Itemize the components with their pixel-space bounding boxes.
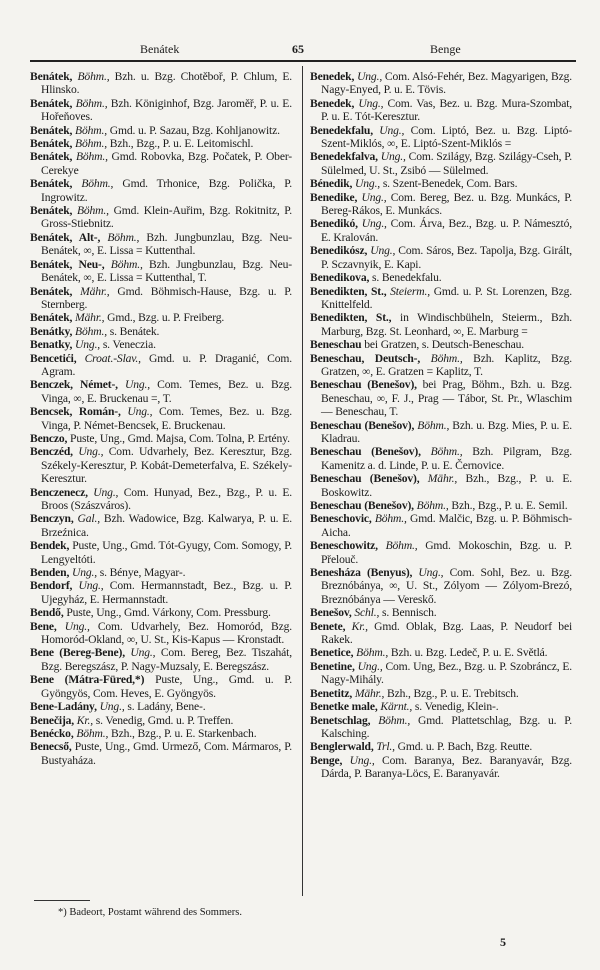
gazetteer-entry — [30, 405, 292, 432]
entry-details: Gmd. u. P. Bach, Bzg. Reutte. — [397, 740, 533, 754]
entry-details: s. Benedekfalu. — [371, 271, 442, 285]
entry-headword: Bencsek, Román-, — [30, 405, 121, 419]
entry-region: Ung., — [349, 753, 375, 767]
entry-region: Böhm., — [107, 230, 140, 244]
entry-details: Bzh. Königinhof, Bzg. Jaroměř, P. u. E. Hořeňoves. — [41, 96, 292, 124]
entry-headword: Benátek, — [30, 70, 73, 83]
entry-headword: Beneschau, Deutsch-, — [310, 351, 421, 365]
entry-region: Kr., — [76, 713, 93, 727]
entry-headword: Benátek, — [30, 284, 73, 298]
entry-details: bei Gratzen, s. Deutsch-Beneschau. — [364, 338, 524, 352]
gazetteer-entry — [30, 727, 292, 740]
gazetteer-entry — [30, 445, 292, 485]
gazetteer-entry — [310, 191, 572, 218]
entry-details: Gmd. u. P. Draganić, Com. Agram. — [41, 351, 292, 378]
entry-headword: Benedek, — [310, 96, 355, 110]
entry-headword: Benátek, — [30, 150, 73, 164]
entry-region: Ung., — [357, 70, 383, 83]
entry-headword: Beneschowitz, — [310, 539, 378, 553]
entry-region: Böhm., — [430, 445, 463, 459]
entry-headword: Benecső, — [30, 740, 72, 754]
header-first-entry: Benátek — [140, 42, 180, 56]
entry-details: Bzh., Bzg., P. u. E. Boskowitz. — [321, 472, 573, 499]
entry-region: Trl., — [376, 740, 395, 754]
entry-headword: Beneschau (Benešov), — [310, 378, 417, 392]
gazetteer-entry — [30, 204, 292, 231]
entry-details: Gmd., Bzg. u. P. Freiberg. — [107, 311, 225, 325]
gazetteer-entry — [310, 714, 572, 741]
entry-details: Com. Temes, Bez. u. Bzg. Vinga, P. Német-Bencsek, E. Bruckenau. — [41, 405, 293, 432]
entry-region: Böhm., — [75, 150, 108, 164]
entry-headword: Beneschau (Benešov), — [310, 418, 415, 432]
entry-region: Ung., — [130, 646, 156, 660]
gazetteer-entry — [310, 311, 572, 338]
gazetteer-entry — [30, 231, 292, 258]
signature-mark: 5 — [500, 935, 506, 949]
header-last-entry: Benge — [430, 42, 461, 56]
gazetteer-entry — [30, 352, 292, 379]
footnote: *) Badeort, Postamt während des Sommers. — [58, 907, 243, 918]
entry-region: Ung., — [379, 123, 405, 137]
gazetteer-entry — [310, 754, 572, 781]
entry-region: Böhm., — [356, 646, 389, 660]
entry-details: Puste, Ung., Gmd. Várkony, Com. Pressburg. — [66, 606, 271, 620]
entry-headword: Benedikten, St., — [310, 311, 392, 325]
entry-details: Puste, Ung., Gmd. Urmező, Com. Mármaros, P. Bustyaháza. — [41, 740, 292, 767]
entry-region: Ung., — [357, 659, 383, 673]
entry-details: Bzh., Bzg., P. u. E. Leitomischl. — [109, 137, 254, 151]
entry-headword: Benátek, — [30, 311, 73, 325]
gazetteer-entry — [30, 432, 292, 445]
gazetteer-entry — [30, 579, 292, 606]
entry-details: Com. Alsó-Fehér, Bez. Magyarigen, Bzg. Nagy-Enyed, P. u. E. Tövis. — [321, 70, 572, 97]
gazetteer-entry — [30, 539, 292, 566]
header-rule — [30, 60, 576, 62]
entry-headword: Benedekfalu, — [310, 123, 373, 137]
entry-headword: Benátek, — [30, 123, 73, 137]
entry-region: Ung., — [78, 445, 104, 459]
entry-details: Com. Sohl, Bez. u. Bzg. Breznóbánya, ∞, U. St., Zólyom — Zólyom-Brezó, Breznóbánya — Vereskő. — [321, 566, 572, 606]
gazetteer-entry — [310, 97, 572, 124]
entry-region: Ung., — [75, 338, 101, 352]
entry-region: Croat.-Slav., — [84, 351, 141, 365]
entry-headword: Benešov, — [310, 606, 352, 620]
entry-headword: Benetitz, — [310, 686, 353, 700]
entry-headword: Benedek, — [310, 70, 355, 83]
entry-details: Com. Bereg, Bez. u. Bzg. Munkács, P. Bereg-Rákos, E. Munkács. — [321, 190, 572, 218]
entry-details: Gmd. Mokoschin, Bzg. u. P. Přelouč. — [321, 539, 572, 566]
entry-details: s. Veneczia. — [102, 338, 156, 352]
entry-headword: Bénedik, — [310, 177, 353, 191]
entry-region: Ung., — [361, 217, 387, 231]
entry-region: Mähr., — [354, 686, 385, 700]
entry-region: Ung., — [99, 700, 125, 714]
gazetteer-entry — [30, 311, 292, 324]
entry-headword: Benedikó, — [310, 217, 358, 231]
entry-region: Böhm., — [378, 713, 411, 727]
entry-details: Puste, Ung., Gmd. Majsa, Com. Tolna, P. Ertény. — [70, 431, 290, 445]
entry-region: Böhm., — [75, 96, 108, 110]
entry-headword: Benetine, — [310, 659, 355, 673]
entry-region: Ung., — [78, 579, 104, 593]
entry-headword: Bendek, — [30, 539, 70, 553]
entry-details: Bzh. Kaplitz, Bzg. Gratzen, ∞, E. Gratzen = Kaplitz, T. — [321, 351, 573, 378]
gazetteer-entry — [30, 97, 292, 124]
gazetteer-entry — [30, 740, 292, 767]
gazetteer-entry — [310, 606, 572, 619]
entry-details: s. Venedig, Gmd. u. P. Treffen. — [95, 713, 234, 727]
entry-details: s. Venedig, Klein-. — [414, 700, 499, 714]
entry-region: Böhm., — [76, 204, 109, 218]
gazetteer-entry — [30, 620, 292, 647]
entry-details: Com. Temes, Bez. u. Bzg. Vinga, ∞, E. Bruckenau =, T. — [41, 378, 292, 405]
gazetteer-entry — [310, 124, 572, 151]
gazetteer-entry — [310, 338, 572, 351]
entry-headword: Beneschau — [310, 338, 362, 352]
entry-region: Gal., — [77, 512, 100, 526]
entry-region: Ung., — [93, 485, 119, 499]
entry-region: Steierm., — [390, 284, 431, 298]
entry-headword: Benátek, — [30, 177, 73, 191]
column-divider — [302, 66, 303, 896]
gazetteer-entry — [310, 499, 572, 512]
gazetteer-entry — [30, 124, 292, 137]
gazetteer-entry — [30, 177, 292, 204]
gazetteer-entry — [310, 285, 572, 312]
entry-details: Com. Árva, Bez., Bzg. u. P. Námesztó, E. Kralován. — [321, 217, 573, 244]
gazetteer-entry — [310, 217, 572, 244]
entry-region: Ung., — [361, 190, 387, 204]
running-header — [30, 40, 575, 60]
gazetteer-entry — [30, 150, 292, 177]
gazetteer-entry — [30, 566, 292, 579]
entry-details: Gmd. u. P. St. Lorenzen, Bzg. Knittelfeld. — [321, 284, 573, 311]
entry-details: Gmd. Trhonice, Bzg. Polička, P. Ingrowitz. — [41, 177, 293, 204]
entry-headword: Benetke male, — [310, 700, 378, 714]
entry-region: Ung., — [370, 244, 396, 258]
entry-region: Mähr., — [427, 472, 458, 486]
entry-region: Ung., — [355, 177, 381, 191]
entry-details: Puste, Ung., Gmd. u. P. Gyöngyös, Com. Heves, E. Gyöngyös. — [41, 673, 293, 700]
entry-region: Böhm., — [385, 539, 418, 553]
entry-details: s. Bennisch. — [382, 606, 437, 620]
entry-headword: Benete, — [310, 619, 346, 633]
gazetteer-entry — [310, 512, 572, 539]
entry-region: Mähr., — [80, 284, 110, 298]
entry-headword: Benczek, Német-, — [30, 378, 118, 392]
entry-headword: Benden, — [30, 566, 70, 580]
entry-region: Böhm., — [416, 499, 449, 512]
entry-headword: Benge, — [310, 753, 343, 767]
entry-headword: Benátek, — [30, 204, 73, 218]
entry-region: Ung., — [380, 150, 406, 164]
entry-headword: Benátek, — [30, 137, 73, 151]
entry-region: Böhm., — [110, 257, 143, 271]
entry-headword: Benesháza (Benyus), — [310, 566, 413, 580]
entry-region: Ung., — [71, 566, 97, 580]
entry-headword: Beneschau (Benešov), — [310, 499, 414, 512]
entry-region: Böhm., — [75, 137, 107, 151]
entry-region: Böhm., — [75, 324, 107, 338]
entry-details: Bzh., Bzg., P. u. E. Trebitsch. — [387, 686, 519, 700]
gazetteer-entry — [30, 646, 292, 673]
entry-details: s. Szent-Benedek, Com. Bars. — [382, 177, 518, 191]
entry-details: Gmd. Böhmisch-Hause, Bzg. u. P. Sternberg. — [41, 284, 292, 311]
right-column — [310, 70, 572, 781]
entry-details: Com. Szilágy, Bzg. Szilágy-Cseh, P. Sülelmed, U. St., Zsibó — Sülelmed. — [321, 150, 572, 177]
entry-headword: Beneschau (Benešov), — [310, 472, 420, 486]
gazetteer-entry — [30, 606, 292, 619]
entry-headword: Benglerwald, — [310, 740, 374, 754]
entry-details: Com. Ung, Bez., Bzg. u. P. Szobráncz, E. Nagy-Mihály. — [321, 659, 573, 687]
gazetteer-entry — [310, 646, 572, 659]
entry-details: Bzh. u. Bzg. Chotěboř, P. Chlum, E. Hlinsko. — [41, 70, 292, 97]
entry-details: Com. Vas, Bez. u. Bzg. Mura-Szombat, P. u. E. Tót-Keresztur. — [321, 96, 573, 124]
entry-region: Böhm., — [81, 177, 114, 191]
entry-headword: Benécko, — [30, 726, 74, 740]
gazetteer-entry — [310, 539, 572, 566]
entry-headword: Benátek, Alt-, — [30, 230, 101, 244]
gazetteer-entry — [310, 150, 572, 177]
gazetteer-entry — [310, 445, 572, 472]
entry-details: Gmd. Klein-Auřim, Bzg. Rokitnitz, P. Gross-Stiebnitz. — [41, 204, 292, 231]
gazetteer-entry — [310, 472, 572, 499]
entry-headword: Benátky, — [30, 324, 73, 338]
entry-details: Com. Hunyad, Bez., Bzg., P. u. E. Broos (Szászváros). — [41, 485, 293, 512]
entry-headword: Bene (Mátra-Füred,*) — [30, 673, 145, 687]
gazetteer-entry — [310, 660, 572, 687]
entry-region: Ung., — [418, 566, 444, 580]
entry-region: Böhm., — [430, 351, 463, 365]
entry-details: Bzh. Jungbunzlau, Bzg. Neu-Benátek, ∞, E. Lissa = Kuttenthal, T. — [41, 257, 292, 285]
entry-region: Schl., — [354, 606, 380, 620]
gazetteer-entry — [310, 740, 572, 753]
gazetteer-entry — [310, 177, 572, 190]
gazetteer-entry — [30, 70, 292, 97]
gazetteer-entry — [310, 244, 572, 271]
gazetteer-entry — [30, 486, 292, 513]
entry-region: Ung., — [127, 405, 153, 419]
entry-headword: Benczéd, — [30, 445, 73, 459]
gazetteer-entry — [310, 566, 572, 606]
entry-details: Bzh. Pilgram, Bzg. Kamenitz a. d. Linde, P. u. E. Černovice. — [321, 445, 572, 472]
entry-details: Bzh. u. Bzg. Mies, P. u. E. Kladrau. — [321, 418, 573, 445]
entry-headword: Benatky, — [30, 338, 73, 352]
entry-details: Com. Bereg, Bez. Tiszahát, Bzg. Beregszász, P. Nagy-Muzsaly, E. Beregszász. — [41, 646, 293, 673]
entry-headword: Bene, — [30, 619, 57, 633]
entry-headword: Bendő, — [30, 606, 64, 620]
entry-region: Böhm., — [77, 70, 110, 83]
gazetteer-entry — [30, 325, 292, 338]
entry-headword: Benetice, — [310, 646, 354, 660]
entry-details: Bzh. u. Bzg. Ledeč, P. u. E. Světlá. — [390, 646, 548, 660]
entry-headword: Bendorf, — [30, 579, 73, 593]
footnote-rule — [34, 900, 90, 901]
left-column — [30, 70, 292, 767]
gazetteer-entry — [30, 714, 292, 727]
entry-headword: Benátek, Neu-, — [30, 257, 105, 271]
entry-region: Böhm., — [374, 512, 407, 526]
entry-headword: Bencetići, — [30, 351, 77, 365]
entry-details: Com. Udvarhely, Bez. Homoród, Bzg. Homoród-Okland, ∞, U. St., Kis-Kapus — Kronstadt. — [41, 619, 293, 647]
entry-region: Böhm., — [76, 726, 109, 740]
entry-headword: Benečija, — [30, 713, 75, 727]
gazetteer-entry — [30, 338, 292, 351]
entry-headword: Benczyn, — [30, 512, 74, 526]
entry-region: Kärnt., — [380, 700, 413, 714]
entry-region: Ung., — [358, 96, 384, 110]
entry-headword: Benczenecz, — [30, 485, 88, 499]
entry-details: Com. Hermannstadt, Bez., Bzg. u. P. Ujegyház, E. Hermannstadt. — [41, 579, 293, 606]
entry-details: Gmd. Malčic, Bzg. u. P. Böhmisch-Aicha. — [321, 512, 573, 539]
entry-details: Com. Sáros, Bez. Tapolja, Bzg. Girált, P. Sczavnyik, E. Kapi. — [321, 244, 573, 271]
entry-region: Böhm., — [75, 123, 107, 137]
gazetteer-entry — [310, 352, 572, 379]
entry-headword: Benátek, — [30, 96, 73, 110]
gazetteer-entry — [310, 378, 572, 418]
entry-headword: Benczo, — [30, 431, 68, 445]
entry-region: Ung., — [125, 378, 151, 392]
entry-headword: Benetschlag, — [310, 713, 371, 727]
gazetteer-entry — [310, 687, 572, 700]
entry-headword: Benedekfalva, — [310, 150, 378, 164]
entry-headword: Bene (Bereg-Bene), — [30, 646, 126, 660]
entry-headword: Benedike, — [310, 190, 358, 204]
gazetteer-entry — [310, 271, 572, 284]
entry-details: Gmd. Plattetschlag, Bzg. u. P. Kalsching. — [321, 713, 573, 740]
entry-details: Com. Liptó, Bez. u. Bzg. Liptó-Szent-Miklós, ∞, E. Liptó-Szent-Miklós = — [321, 123, 572, 151]
entry-details: Bzh. Wadowice, Bzg. Kalwarya, P. u. E. Brzeźnica. — [41, 512, 292, 539]
entry-headword: Benedikova, — [310, 271, 370, 285]
gazetteer-entry — [30, 285, 292, 312]
gazetteer-entry — [310, 70, 572, 97]
gazetteer-entry — [30, 378, 292, 405]
entry-region: Kr., — [351, 619, 368, 633]
entry-details: s. Benátek. — [109, 324, 160, 338]
gazetteer-entry — [310, 419, 572, 446]
gazetteer-entry — [30, 512, 292, 539]
entry-details: Bzh. Jungbunzlau, Bzg. Neu-Benátek, ∞, E. Lissa = Kuttenthal. — [41, 230, 292, 258]
gazetteer-entry — [30, 673, 292, 700]
entry-details: Bzh., Bzg., P. u. E. Starkenbach. — [111, 726, 257, 740]
entry-headword: Benedikósz, — [310, 244, 368, 258]
entry-details: in Windischbüheln, Steierm., Bzh. Marburg, Bzg. St. Leonhard, ∞, E. Marburg = — [321, 311, 572, 338]
entry-details: Gmd. Oblak, Bzg. Laas, P. Neudorf bei Rakek. — [321, 619, 573, 647]
entry-region: Böhm., — [417, 418, 450, 432]
gazetteer-entry — [310, 700, 572, 713]
entry-details: Com. Udvarhely, Bez. Keresztur, Bzg. Székely-Keresztur, P. Kobát-Demeterfalva, E. Székely-Keresztur. — [41, 445, 292, 486]
entry-details: s. Bénye, Magyar-. — [99, 566, 186, 580]
gazetteer-entry — [30, 258, 292, 285]
entry-region: Ung., — [64, 619, 90, 633]
gazetteer-entry — [30, 700, 292, 713]
entry-details: Puste, Ung., Gmd. Tót-Gyugy, Com. Somogy, P. Lengyeltóti. — [41, 539, 292, 566]
entry-details: Gmd. u. P. Sazau, Bzg. Kohljanowitz. — [109, 123, 280, 137]
gazetteer-entry — [30, 137, 292, 150]
entry-headword: Beneschau (Benešov), — [310, 445, 421, 459]
entry-headword: Bene-Ladány, — [30, 700, 97, 714]
entry-details: Bzh., Bzg., P. u. E. Semil. — [451, 499, 568, 512]
entry-headword: Beneschovic, — [310, 512, 372, 526]
entry-details: s. Ladány, Bene-. — [127, 700, 206, 714]
page-number: 65 — [292, 42, 304, 56]
entry-headword: Benedikten, St., — [310, 284, 387, 298]
entry-details: Gmd. Robovka, Bzg. Počatek, P. Ober-Cerekye — [41, 150, 293, 177]
entry-details: Com. Baranya, Bez. Baranyavár, Bzg. Dárda, P. Baranya-Löcs, E. Baranyavár. — [321, 753, 573, 781]
entry-region: Mähr., — [75, 311, 105, 325]
entry-details: bei Prag, Böhm., Bzh. u. Bzg. Beneschau, ∞, F. J., Prag — Tábor, St. Pr., Wlaschim — Beneschau, T. — [321, 378, 572, 419]
gazetteer-entry — [310, 620, 572, 647]
